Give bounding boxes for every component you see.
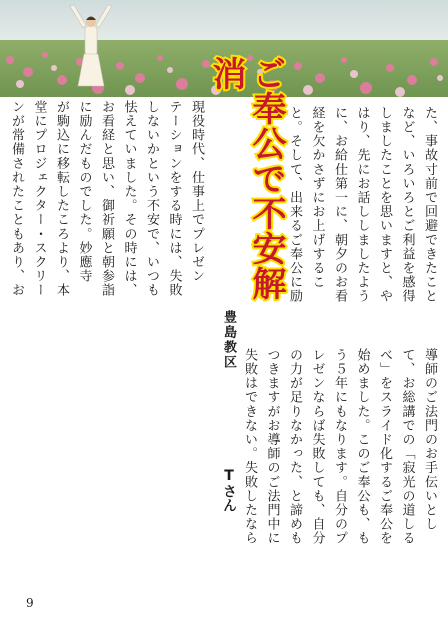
author-block: [219, 310, 245, 540]
page-number: 9: [26, 596, 34, 610]
title-text: ご奉公で不安解消: [206, 56, 286, 301]
text-column-bottom-right: 導師のご法門のお手伝いとし て、お総講での「寂光の道しる べ」をスライド化するご奉公を 始めました。このご奉公も、も う５年にもなります。自分のプ レゼンならば失敗しても、自分 の力が足りなかった、と諦めも つきますがお導師のご法門中に 失敗はできない。失敗したなら: [242, 348, 437, 546]
text-column-top-left: 現役時代、仕事上でプレゼン テーションをする時には、失敗 しないかという不安で、いつも 怯えていました。その時には、 お看経と思い、御祈願と朝参詣 に励んだものでした。妙應寺 が駒込に移転したころより、本 堂にプロジェクター・スクリー ンが常備されたこともあり、お: [9, 100, 204, 298]
author-name: Tさん: [221, 468, 237, 512]
text-column-top-right-1: た、事故寸前で回避できたこと など、いろいろとご利益を感得 しましたことを思いますと、や はり、先にお話ししましたよう に、お給仕第一に、朝夕のお看 経を欠かさずにお上げするこ と。そして、出来るご奉公に励: [287, 106, 437, 304]
author-affiliation: 豊島教区: [221, 310, 236, 370]
